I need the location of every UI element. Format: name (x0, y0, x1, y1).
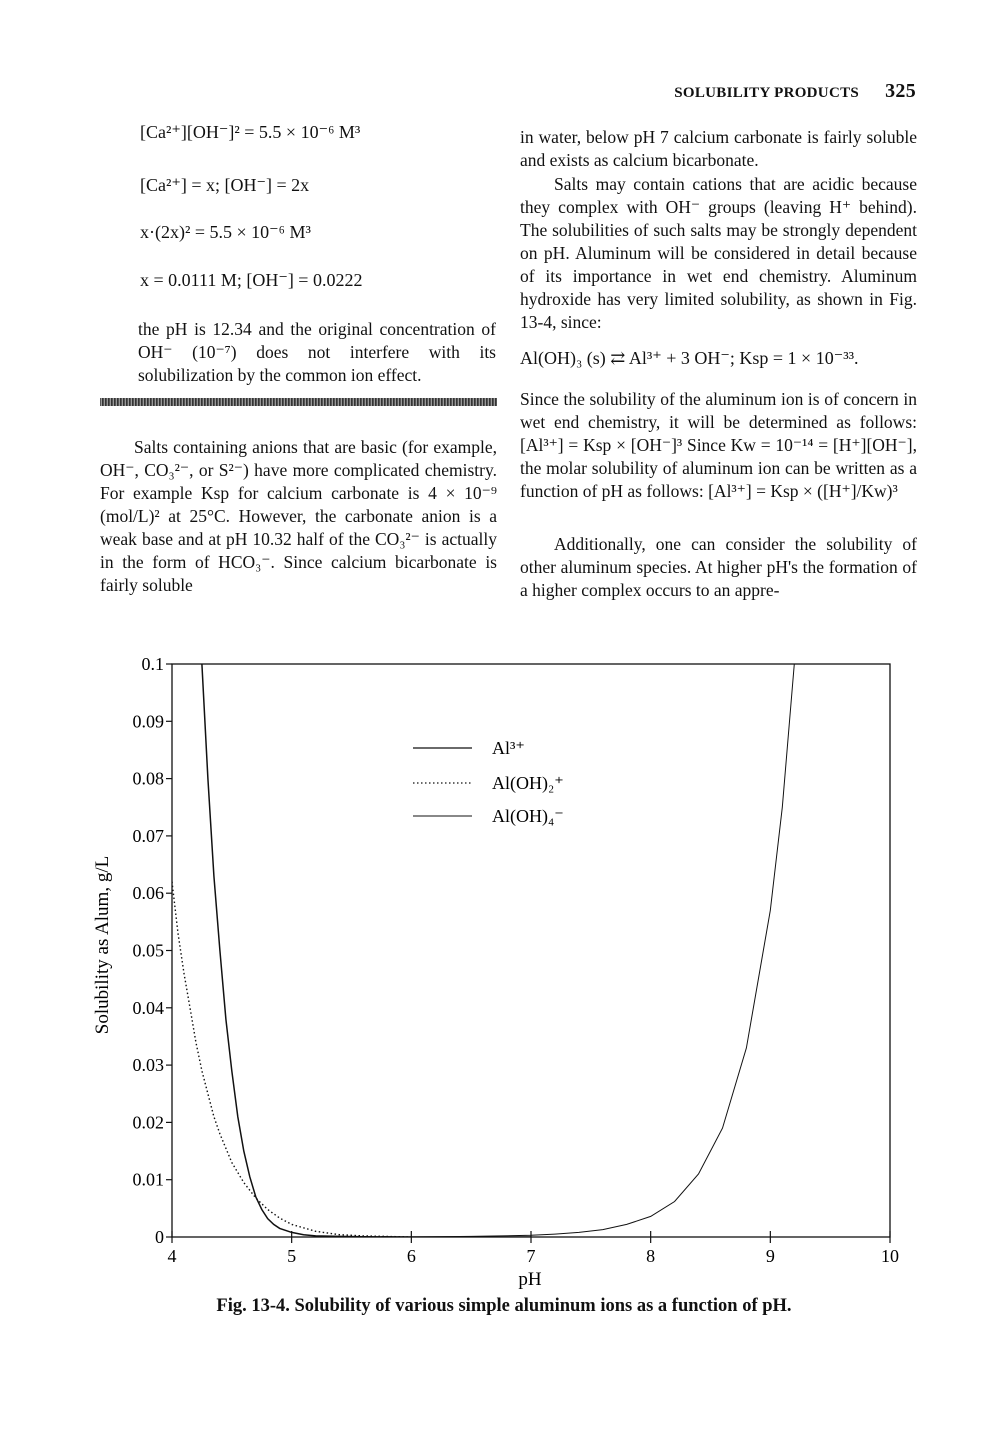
series-line-1 (202, 664, 531, 1237)
y-axis-title: Solubility as Alum, g/L (92, 855, 113, 1035)
legend-label-1: Al³⁺ (492, 738, 525, 758)
y-tick-label: 0.04 (132, 997, 164, 1018)
x-tick-label: 4 (167, 1246, 177, 1266)
legend-label-2: Al(OH)₂⁺ (492, 773, 564, 793)
y-tick-label: 0.05 (132, 940, 164, 961)
header-title: SOLUBILITY PRODUCTS (674, 85, 860, 101)
y-tick-label: 0.01 (132, 1169, 164, 1190)
y-tick-label: 0.08 (132, 768, 164, 789)
y-tick-label: 0.09 (132, 711, 164, 732)
right-paragraph-3: Since the solubility of the aluminum ion is of concern in wet end chemistry, it will be determined as follows: [Al³⁺] = Ksp × [OH⁻]³ Since Kw = 10⁻¹⁴ = [H⁺][OH⁻], the molar solubility of aluminum ion can be written as a function of pH as follows: [Al³⁺] = Ksp × ([H⁺]/Kw)³ (520, 389, 917, 501)
x-tick-label: 10 (881, 1246, 899, 1266)
right-paragraph-1: in water, below pH 7 calcium carbonate is fairly soluble and exists as calcium bicarbonate. (520, 127, 917, 170)
plot-frame (172, 664, 890, 1237)
legend-label-3: Al(OH)₄⁻ (492, 806, 564, 826)
x-tick-label: 6 (406, 1246, 416, 1266)
series-line-3 (411, 664, 794, 1237)
x-tick-label: 8 (646, 1246, 656, 1266)
right-paragraph-2: Salts may contain cations that are acidic because they complex with OH⁻ groups (leaving H⁺ behind). The solubilities of such salts may be strongly dependent on pH. Aluminum will be considered in detail because of its importance in wet end chemistry. Aluminum hydroxide has very limited solubility, as shown in Fig. 13-4, since: (520, 174, 917, 332)
x-tick-label: 9 (765, 1246, 775, 1266)
figure-caption: Fig. 13-4. Solubility of various simple aluminum ions as a function of pH. (216, 1296, 792, 1316)
y-tick-label: 0.06 (132, 883, 164, 904)
y-tick-label: 0.03 (132, 1055, 164, 1076)
equation-4: x = 0.0111 M; [OH⁻] = 0.0222 (140, 270, 363, 290)
equation-1: [Ca²⁺][OH⁻]² = 5.5 × 10⁻⁶ M³ (140, 122, 361, 142)
y-tick-label: 0 (155, 1227, 164, 1247)
left-paragraph-2: Salts containing anions that are basic (for example, OH⁻, CO₃²⁻, or S²⁻) have more complicated chemistry. For example Ksp for calcium carbonate is 4 × 10⁻⁹ (mol/L)² at 25°C. However, the carbonate anion is a weak base and at pH 10.32 half of the CO₃²⁻ is actually in the form of HCO₃⁻. Since calcium bicarbonate is fairly soluble (100, 437, 497, 595)
y-tick-label: 0.1 (141, 654, 164, 674)
running-header (674, 80, 916, 103)
x-axis-title: pH (518, 1269, 542, 1290)
solubility-chart (0, 640, 1008, 1290)
equation-3: x·(2x)² = 5.5 × 10⁻⁶ M³ (140, 222, 311, 242)
y-tick-label: 0.07 (132, 825, 164, 846)
aluminum-equation: Al(OH)₃ (s) ⇄ Al³⁺ + 3 OH⁻; Ksp = 1 × 10⁻³³. (520, 348, 859, 368)
left-paragraph-1: the pH is 12.34 and the original concentration of OH⁻ (10⁻⁷) does not interfere with its solubilization by the common ion effect. (138, 319, 496, 385)
series-line-2 (172, 882, 411, 1237)
equation-2: [Ca²⁺] = x; [OH⁻] = 2x (140, 175, 310, 195)
y-tick-label: 0.02 (132, 1112, 164, 1133)
x-tick-label: 5 (287, 1246, 297, 1266)
section-divider (100, 398, 497, 406)
page-number: 325 (885, 80, 916, 102)
x-tick-label: 7 (526, 1246, 536, 1266)
right-paragraph-4: Additionally, one can consider the solubility of other aluminum species. At higher pH's the formation of a higher complex occurs to an appre- (520, 534, 917, 600)
